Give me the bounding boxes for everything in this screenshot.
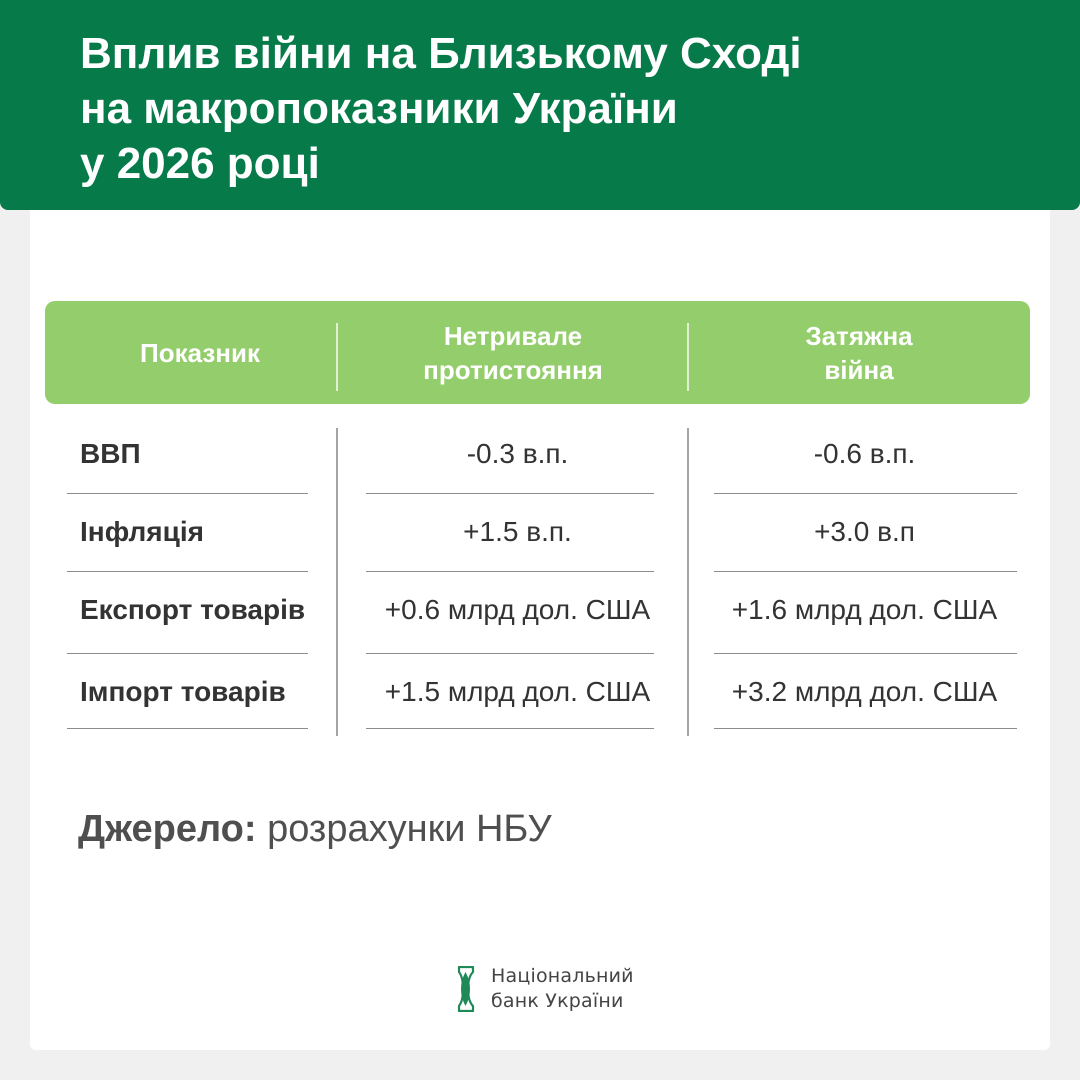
table-header: [45, 301, 1030, 404]
table-row: [0, 654, 1080, 729]
logo-text: Національний банк України: [491, 965, 634, 1012]
short-conflict-value: +1.5 млрд дол. США: [384, 676, 651, 707]
indicator-name: ВВП: [80, 438, 141, 469]
page-title: Вплив війни на Близькому Сході на макропоказники України у 2026 році: [80, 29, 802, 188]
column-header-prolonged-war: Затяжна війна: [805, 320, 913, 385]
prolonged-war-value: +3.2 млрд дол. США: [731, 676, 998, 707]
column-header-short-conflict: Нетривале протистояння: [423, 320, 603, 385]
prolonged-war-value: +3.0 в.п: [814, 516, 915, 547]
short-conflict-value: +0.6 млрд дол. США: [384, 594, 651, 625]
short-conflict-value: +1.5 в.п.: [463, 516, 572, 547]
table-row: [0, 572, 1080, 654]
source-text: розрахунки НБУ: [267, 808, 552, 850]
indicator-name: Експорт товарів: [80, 594, 306, 625]
column-header-indicator: Показник: [140, 337, 260, 368]
table-row: [0, 416, 1080, 494]
indicator-name: Імпорт товарів: [80, 676, 286, 707]
prolonged-war-value: +1.6 млрд дол. США: [731, 594, 998, 625]
prolonged-war-value: -0.6 в.п.: [813, 438, 916, 469]
row-divider: [714, 728, 1017, 729]
source-label: Джерело:: [78, 808, 257, 850]
header-banner: [0, 0, 1080, 210]
short-conflict-value: -0.3 в.п.: [466, 438, 569, 469]
nbu-logo-icon: [452, 966, 478, 1012]
indicator-name: Інфляція: [80, 516, 204, 547]
row-divider: [366, 728, 654, 729]
table-row: [0, 494, 1080, 572]
source-note: [78, 808, 552, 851]
row-divider: [67, 728, 308, 729]
